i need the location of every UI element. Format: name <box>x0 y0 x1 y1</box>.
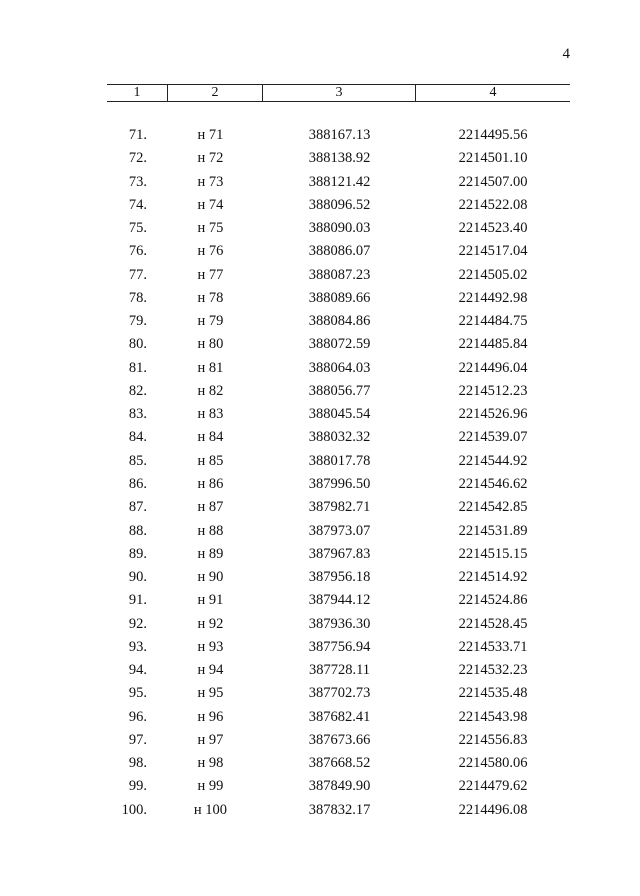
coord-x: 387973.07 <box>308 522 371 539</box>
coord-y: 2214532.23 <box>458 662 528 679</box>
point-id: н 99 <box>197 778 224 795</box>
coord-x: 387702.73 <box>308 685 371 702</box>
coord-x: 388090.03 <box>308 220 371 237</box>
row-number: 76. <box>128 243 147 260</box>
row-number: 100. <box>121 801 147 818</box>
coord-x: 387682.41 <box>308 708 371 725</box>
row-number: 80. <box>128 336 147 353</box>
point-id: н 97 <box>197 731 224 748</box>
table-row <box>107 659 570 682</box>
row-number: 97. <box>128 731 147 748</box>
point-id: н 74 <box>197 196 224 213</box>
table-row <box>107 357 570 380</box>
table-row <box>107 380 570 403</box>
coord-x: 388121.42 <box>308 173 371 190</box>
row-number: 72. <box>128 150 147 167</box>
row-number: 96. <box>128 708 147 725</box>
coord-x: 388045.54 <box>308 406 371 423</box>
point-id: н 95 <box>197 685 224 702</box>
point-id: н 78 <box>197 289 224 306</box>
table-row <box>107 217 570 240</box>
table-header <box>107 84 570 102</box>
coord-x: 388056.77 <box>308 382 371 399</box>
coord-x: 387944.12 <box>308 592 371 609</box>
table-row <box>107 729 570 752</box>
coord-y: 2214546.62 <box>458 475 528 492</box>
row-number: 77. <box>128 266 147 283</box>
coord-x: 387982.71 <box>308 499 371 516</box>
table-row <box>107 752 570 775</box>
coord-x: 387996.50 <box>308 475 371 492</box>
coord-y: 2214512.23 <box>458 382 528 399</box>
coord-x: 388032.32 <box>308 429 371 446</box>
header-col-2: 2 <box>168 85 263 101</box>
point-id: н 88 <box>197 522 224 539</box>
point-id: н 75 <box>197 220 224 237</box>
row-number: 94. <box>128 662 147 679</box>
coord-y: 2214479.62 <box>458 778 528 795</box>
point-id: н 87 <box>197 499 224 516</box>
coord-x: 388072.59 <box>308 336 371 353</box>
point-id: н 72 <box>197 150 224 167</box>
coord-x: 388086.07 <box>308 243 371 260</box>
table-row <box>107 636 570 659</box>
table-row <box>107 613 570 636</box>
table-row <box>107 240 570 263</box>
coord-x: 388017.78 <box>308 452 371 469</box>
table-row <box>107 473 570 496</box>
point-id: н 93 <box>197 638 224 655</box>
table-body <box>107 124 570 822</box>
row-number: 74. <box>128 196 147 213</box>
table-row <box>107 426 570 449</box>
coord-y: 2214526.96 <box>458 406 528 423</box>
coord-y: 2214517.04 <box>458 243 528 260</box>
row-number: 71. <box>128 127 147 143</box>
point-id: н 84 <box>197 429 224 446</box>
row-number: 75. <box>128 220 147 237</box>
coord-x: 387673.66 <box>308 731 371 748</box>
coord-y: 2214580.06 <box>458 755 528 772</box>
point-id: н 100 <box>193 801 228 818</box>
row-number: 83. <box>128 406 147 423</box>
row-number: 88. <box>128 522 147 539</box>
coord-y: 2214524.86 <box>458 592 528 609</box>
row-number: 86. <box>128 475 147 492</box>
row-number: 93. <box>128 638 147 655</box>
point-id: н 82 <box>197 382 224 399</box>
point-id: н 94 <box>197 662 224 679</box>
point-id: н 96 <box>197 708 224 725</box>
coord-y: 2214523.40 <box>458 220 528 237</box>
coord-y: 2214515.15 <box>458 545 528 562</box>
row-number: 78. <box>128 289 147 306</box>
point-id: н 77 <box>197 266 224 283</box>
point-id: н 90 <box>197 569 224 586</box>
row-number: 81. <box>128 359 147 376</box>
table-row <box>107 520 570 543</box>
coord-x: 388167.13 <box>308 127 371 143</box>
row-number: 82. <box>128 382 147 399</box>
point-id: н 83 <box>197 406 224 423</box>
table-row <box>107 706 570 729</box>
row-number: 92. <box>128 615 147 632</box>
table-row <box>107 333 570 356</box>
coord-y: 2214485.84 <box>458 336 528 353</box>
table-row <box>107 566 570 589</box>
coord-y: 2214543.98 <box>458 708 528 725</box>
point-id: н 76 <box>197 243 224 260</box>
coord-x: 387967.83 <box>308 545 371 562</box>
coord-y: 2214539.07 <box>458 429 528 446</box>
coordinates-table <box>107 84 570 822</box>
coord-x: 387849.90 <box>308 778 371 795</box>
header-col-4: 4 <box>489 85 497 100</box>
coord-y: 2214544.92 <box>458 452 528 469</box>
coord-y: 2214501.10 <box>458 150 528 167</box>
coord-y: 2214535.48 <box>458 685 528 702</box>
table-row <box>107 799 570 822</box>
header-col-1: 1 <box>107 85 168 101</box>
header-col-3: 3 <box>263 85 416 101</box>
point-id: н 73 <box>197 173 224 190</box>
point-id: н 81 <box>197 359 224 376</box>
table-row <box>107 287 570 310</box>
row-number: 99. <box>128 778 147 795</box>
table-row <box>107 264 570 287</box>
row-number: 98. <box>128 755 147 772</box>
row-number: 85. <box>128 452 147 469</box>
table-row <box>107 543 570 566</box>
coord-y: 2214522.08 <box>458 196 528 213</box>
table-row <box>107 589 570 612</box>
table-row <box>107 682 570 705</box>
point-id: н 92 <box>197 615 224 632</box>
row-number: 73. <box>128 173 147 190</box>
table-row <box>107 194 570 217</box>
point-id: н 80 <box>197 336 224 353</box>
page-number: 4 <box>562 46 570 62</box>
coord-x: 388064.03 <box>308 359 371 376</box>
point-id: н 79 <box>197 313 224 330</box>
coord-x: 387756.94 <box>308 638 371 655</box>
coord-x: 387728.11 <box>308 662 371 679</box>
coord-y: 2214514.92 <box>458 569 528 586</box>
coord-x: 387668.52 <box>308 755 371 772</box>
point-id: н 89 <box>197 545 224 562</box>
row-number: 95. <box>128 685 147 702</box>
point-id: н 85 <box>197 452 224 469</box>
coord-y: 2214556.83 <box>458 731 528 748</box>
row-number: 87. <box>128 499 147 516</box>
point-id: н 91 <box>197 592 224 609</box>
coord-y: 2214507.00 <box>458 173 528 190</box>
coord-y: 2214505.02 <box>458 266 528 283</box>
table-row <box>107 775 570 798</box>
coord-y: 2214495.56 <box>458 127 528 143</box>
coord-x: 388096.52 <box>308 196 371 213</box>
coord-y: 2214528.45 <box>458 615 528 632</box>
coord-x: 388138.92 <box>308 150 371 167</box>
table-row <box>107 450 570 473</box>
coord-x: 388087.23 <box>308 266 371 283</box>
row-number: 91. <box>128 592 147 609</box>
point-id: н 98 <box>197 755 224 772</box>
table-row <box>107 171 570 194</box>
coord-x: 387956.18 <box>308 569 371 586</box>
coord-y: 2214542.85 <box>458 499 528 516</box>
coord-y: 2214496.04 <box>458 359 528 376</box>
coord-y: 2214492.98 <box>458 289 528 306</box>
table-row <box>107 403 570 426</box>
point-id: н 86 <box>197 475 224 492</box>
row-number: 79. <box>128 313 147 330</box>
coord-x: 388089.66 <box>308 289 371 306</box>
coord-y: 2214533.71 <box>458 638 528 655</box>
point-id: н 71 <box>197 127 224 143</box>
row-number: 84. <box>128 429 147 446</box>
table-row <box>107 310 570 333</box>
row-number: 89. <box>128 545 147 562</box>
coord-y: 2214496.08 <box>458 801 528 818</box>
coord-x: 388084.86 <box>308 313 371 330</box>
table-row <box>107 147 570 170</box>
coord-y: 2214484.75 <box>458 313 528 330</box>
coord-x: 387832.17 <box>308 801 371 818</box>
coord-x: 387936.30 <box>308 615 371 632</box>
table-row <box>107 496 570 519</box>
coord-y: 2214531.89 <box>458 522 528 539</box>
row-number: 90. <box>128 569 147 586</box>
table-row <box>107 124 570 147</box>
